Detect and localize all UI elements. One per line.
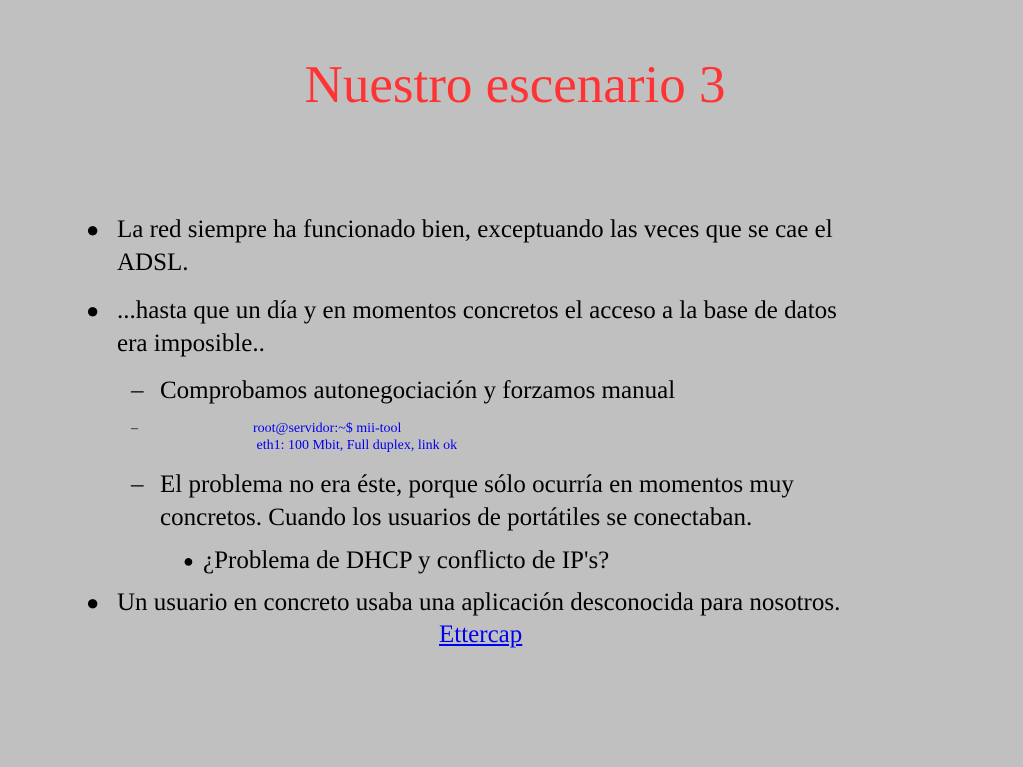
dash-marker-icon: – xyxy=(131,377,144,404)
code-line-2: eth1: 100 Mbit, Full duplex, link ok xyxy=(253,438,458,453)
dash-marker-icon: – xyxy=(131,421,138,436)
bullet-item-3-line-1: Un usuario en concreto usaba una aplicación desconocida para nosotros. xyxy=(117,589,841,616)
bullet-item-2-line-2: era imposible.. xyxy=(117,330,265,357)
bullet-item-1-line-2: ADSL. xyxy=(117,249,189,276)
bullet-dot-icon: ● xyxy=(183,551,194,571)
subsubitem-line-1: ¿Problema de DHCP y conflicto de IP's? xyxy=(203,547,610,574)
bullet-item-2-line-1: ...hasta que un día y en momentos concretos el acceso a la base de datos xyxy=(117,297,837,324)
bullet-dot-icon: ● xyxy=(86,298,100,323)
bullet-dot-icon: ● xyxy=(86,217,100,242)
slide-title: Nuestro escenario 3 xyxy=(304,56,726,114)
bullet-dot-icon: ● xyxy=(86,590,100,615)
ettercap-link[interactable]: Ettercap xyxy=(439,621,523,648)
subitem-1-line-1: Comprobamos autonegociación y forzamos manual xyxy=(160,377,676,404)
code-line-1: root@servidor:~$ mii-tool xyxy=(253,421,402,436)
subitem-3-line-2: concretos. Cuando los usuarios de portátiles se conectaban. xyxy=(160,504,753,531)
dash-marker-icon: – xyxy=(131,471,144,498)
subitem-3-line-1: El problema no era éste, porque sólo ocurría en momentos muy xyxy=(160,471,794,498)
bullet-item-1-line-1: La red siempre ha funcionado bien, exceptuando las veces que se cae el xyxy=(117,216,833,243)
